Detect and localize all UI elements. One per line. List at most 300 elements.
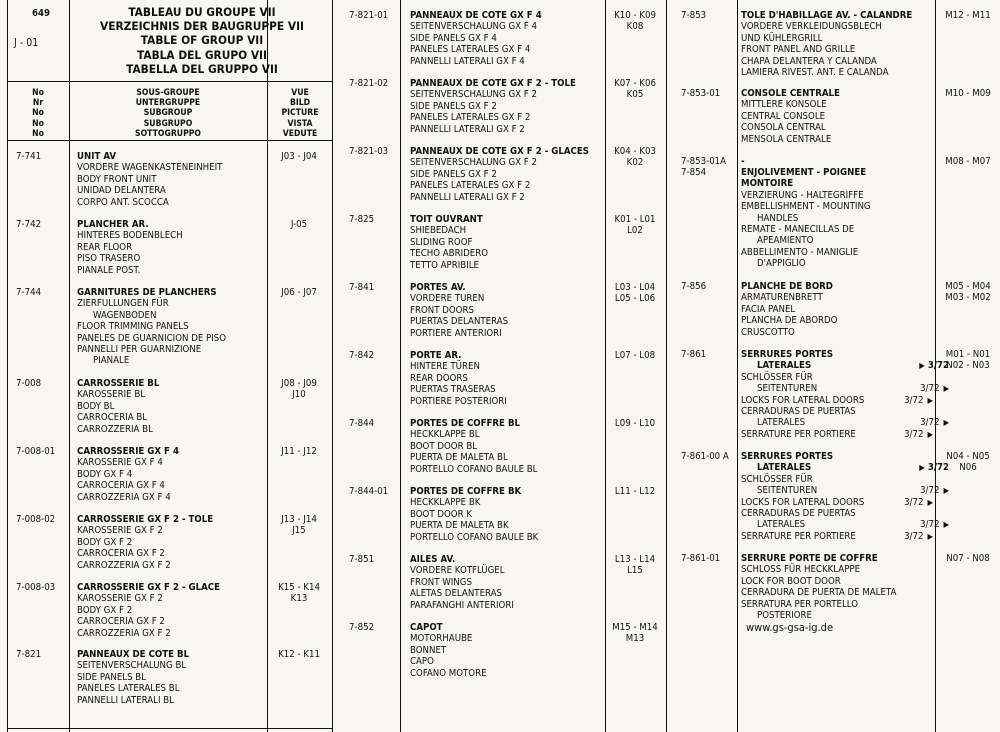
subgroup-description-line [741,44,912,55]
description-text: CERRADURA DE PUERTA DE MALETA [741,587,897,599]
description-text: SERRATURE PER PORTIERE [741,428,856,440]
description-text: ABBELLIMENTO - MANIGLIE [741,246,859,258]
divider-code-col2 [400,0,401,732]
subgroup-description-line [77,683,189,694]
subgroup-number: 7-844-01 [349,486,389,497]
divider-picture-col1 [267,0,268,732]
picture-reference[interactable] [268,378,330,401]
cross-reference: 3/72 [920,417,940,429]
subgroup-description-line [410,588,514,599]
subgroup-title: PANNEAUX DE COTE BL [77,649,190,660]
picture-code: K07 - K06 [614,78,656,89]
subgroup-description-line [741,122,840,133]
subgroup-entry[interactable] [410,418,538,475]
description-text: COFANO MOTORE [410,667,487,679]
picture-reference[interactable] [268,151,330,162]
subgroup-number: 7-741 [16,151,42,162]
subgroup-description-line [410,237,488,248]
picture-code: L02 [627,225,643,237]
cross-reference-arrow-icon: ▶ [919,463,925,473]
subgroup-entry[interactable] [741,167,871,270]
subgroup-entry[interactable] [741,451,947,542]
subgroup-description-line [410,532,538,543]
subgroup-description-line [741,395,931,406]
description-text: PANELES LATERALES GX F 4 [410,44,531,56]
picture-code: J13 - J14 [281,514,317,525]
description-text: CORPO ANT. SCOCCA [77,196,169,208]
subgroup-entry[interactable] [77,582,220,639]
description-text: EMBELLISHMENT - MOUNTING [741,201,871,213]
subgroup-description-line [77,560,213,571]
picture-reference[interactable] [936,553,1000,564]
description-text: PORTIERE ANTERIORI [410,327,502,339]
picture-reference[interactable] [604,418,666,429]
subgroup-title: AILES AV. [410,554,456,565]
description-text: SCHLÖSSER FÜR [741,473,813,485]
cross-reference: 3/72 [927,360,949,372]
subgroup-description-line [410,169,589,180]
title-fr: TABLEAU DU GROUPE VII [128,5,276,19]
subgroup-entry[interactable] [410,486,538,543]
description-text: SEITENVERSCHALUNG GX F 2 [410,89,537,101]
subgroup-description-line [741,508,947,519]
column-header-picture: VUE BILD PICTURE VISTA VEDUTE [281,88,319,139]
subgroup-entry[interactable] [77,219,183,276]
cross-reference: 3/72 [904,530,924,542]
description-text: SEITENVERSCHALUNG GX F 2 [410,157,537,169]
subgroup-title: CONSOLE CENTRALE [741,88,840,99]
subgroup-entry[interactable] [410,214,488,271]
cross-reference: 3/72 [920,383,940,395]
subgroup-title-line2: LATERALES [757,360,812,372]
title-en: TABLE OF GROUP VII [140,33,264,48]
picture-reference[interactable] [604,146,666,169]
cross-reference-group [920,417,949,428]
subgroup-entry[interactable] [410,146,589,203]
subgroup-description-line [410,497,538,508]
subgroup-entry[interactable] [77,151,222,208]
picture-reference[interactable] [604,214,666,237]
subgroup-number: 7-821-02 [349,78,389,89]
picture-code: K05 [626,89,644,101]
description-text: CARROZZERIA BL [77,423,153,435]
subgroup-description-line [410,89,576,100]
description-text: CARROZZERIA GX F 4 [77,491,171,503]
cross-reference-group [904,531,933,542]
description-text: SIDE PANELS GX F 2 [410,168,497,180]
description-text: UNIDAD DELANTERA [77,185,166,197]
description-text: PANELES DE GUARNICION DE PISO [77,332,227,344]
subgroup-title: CARROSSERIE BL [77,378,160,389]
picture-code: L05 - L06 [614,293,656,305]
divider-column-2-3 [666,0,667,732]
subgroup-description-line [410,192,589,203]
subgroup-description-line [77,162,222,173]
page-number: 649 [32,8,51,19]
cross-reference-arrow-icon: ▶ [919,361,925,371]
subgroup-description-line [77,525,213,536]
cross-reference-arrow-icon: ▶ [943,384,949,394]
picture-code: K15 - K14 [278,582,320,593]
description-text: CERRADURAS DE PUERTAS [741,508,856,520]
description-text: PANELES LATERALES GX F 2 [410,180,531,192]
subgroup-title: SERRURE PORTE DE COFFRE [741,553,878,564]
subgroup-description-line [741,56,912,67]
description-text: PISO TRASERO [77,253,141,265]
description-text: D'APPIGLIO [757,258,806,270]
description-text: PORTELLO COFANO BAULE BL [410,463,538,475]
description-text: REMATE - MANECILLAS DE [741,224,855,236]
subgroup-description-line [410,464,538,475]
plate-reference: J - 01 [14,37,39,49]
subgroup-description-line [410,112,576,123]
description-text: SLIDING ROOF [410,236,473,248]
description-text: FRONT WINGS [410,576,472,588]
subgroup-description-line [741,531,931,542]
subgroup-title: CARROSSERIE GX F 4 [77,446,179,457]
subgroup-description-line [410,452,538,463]
subgroup-description-line [741,247,871,258]
description-text: CERRADURAS DE PUERTAS [741,406,856,418]
subgroup-description-line [77,695,189,706]
subgroup-entry[interactable] [410,282,508,339]
description-text: CAPO [410,656,434,668]
picture-reference[interactable] [268,287,330,298]
picture-code: J03 - J04 [281,151,317,162]
subgroup-entry[interactable] [410,622,487,679]
subgroup-entry[interactable] [410,554,514,611]
subgroup-number: 7-852 [349,622,375,633]
picture-reference[interactable] [604,486,666,497]
description-text: SEITENVERSCHALUNG BL [77,660,187,672]
subgroup-number: 7-008-03 [16,582,56,593]
subgroup-description-line [741,213,871,224]
subgroup-description-line [410,328,508,339]
subgroup-description-line [77,401,159,412]
picture-code: L13 - L14 [614,554,656,565]
picture-code: N07 - N08 [946,553,990,564]
description-text: MOTORHAUBE [410,633,473,645]
divider-column-1-2 [332,0,333,732]
description-text: PUERTA DE MALETA BK [410,520,509,532]
description-text: PANNELLI LATERALI GX F 2 [410,191,525,203]
description-text: PANELES LATERALES GX F 2 [410,112,531,124]
picture-reference[interactable] [268,514,330,537]
description-text: BODY FRONT UNIT [77,173,157,185]
picture-reference[interactable] [268,582,330,605]
description-text: BODY BL [77,400,115,412]
description-text: LATERALES [757,519,806,531]
subgroup-description-line [741,111,840,122]
description-text: PUERTAS TRASERAS [410,384,496,396]
picture-reference[interactable] [268,219,330,230]
description-text: MENSOLA CENTRALE [741,133,832,145]
description-text: CONSOLA CENTRAL [741,122,826,134]
subgroup-description-line [77,672,189,683]
subgroup-description-line [77,333,226,344]
subgroup-description-line [410,225,488,236]
picture-reference[interactable] [604,282,666,305]
subgroup-number: 7-854 [681,167,707,178]
cross-reference-group [904,395,933,406]
column-header-subgroup: SOUS-GROUPE UNTERGRUPPE SUBGROUP SUBGRUPO SOTTOGRUPPO [135,88,201,139]
description-text: POSTERIORE [757,610,812,622]
description-text: KAROSSERIE GX F 2 [77,525,163,537]
description-text: BOOT DOOR BL [410,440,478,452]
subgroup-description-line [77,298,226,309]
subgroup-description-line [77,389,159,400]
subgroup-title: PORTES AV. [410,282,466,293]
subgroup-entry[interactable] [741,88,840,145]
description-text: PANNELLI LATERALI GX F 4 [410,55,525,67]
description-text: LATERALES [757,417,806,429]
picture-code: L11 - L12 [614,486,656,497]
bottom-rule [7,728,332,729]
subgroup-description-line [77,548,213,559]
description-text: LOCKS FOR LATERAL DOORS [741,394,865,406]
description-text: HECKKLAPPE BK [410,497,481,509]
subgroup-entry[interactable] [77,514,213,571]
description-text: SEITENTUREN [757,485,818,497]
subgroup-description-line [410,565,514,576]
picture-code: M13 [625,633,645,645]
picture-code: M01 - N01 [945,349,991,360]
subgroup-entry[interactable] [77,649,189,706]
subgroup-description-line [410,441,538,452]
description-text: CRUSCOTTO [741,326,795,338]
description-text: FACIA PANEL [741,303,796,315]
subgroup-description-line [77,355,226,366]
subgroup-description-line [741,292,837,303]
description-text: HECKKLAPPE BL [410,429,480,441]
subgroup-description-line [410,633,487,644]
picture-reference[interactable] [936,10,1000,21]
description-text: HINTERE TÜREN [410,361,480,373]
subgroup-description-line [77,457,179,468]
description-text: FRONT PANEL AND GRILLE [741,44,856,56]
cross-reference: 3/72 [920,485,940,497]
picture-code: M05 - M04 [945,281,991,292]
description-text: SEITENTUREN [757,383,818,395]
description-text: LOCKS FOR LATERAL DOORS [741,496,865,508]
cross-reference: 3/72 [904,496,924,508]
description-text: PORTELLO COFANO BAULE BK [410,531,539,543]
subgroup-title: UNIT AV [77,151,117,162]
subgroup-description-line [410,44,542,55]
subgroup-description-line [741,474,947,485]
subgroup-description-line [410,656,487,667]
subgroup-title-continued [741,360,947,371]
cross-reference-arrow-icon: ▶ [943,520,949,530]
subgroup-description-line [741,497,931,508]
subgroup-entry[interactable] [741,10,912,78]
subgroup-description-line [77,310,226,321]
subgroup-title: TOIT OUVRANT [410,214,483,225]
subgroup-number: 7-821-01 [349,10,389,21]
subgroup-title: PLANCHE DE BORD [741,281,833,292]
description-text: VORDERE KOTFLÜGEL [410,565,505,577]
subgroup-description-line [741,99,840,110]
cross-reference-group [904,497,933,508]
subgroup-description-line [77,253,183,264]
subgroup-description-line [77,424,159,435]
subgroup-description-line [410,56,542,67]
subgroup-title: PANNEAUX DE COTE GX F 2 - TOLE [410,78,576,89]
picture-reference[interactable] [936,349,1000,372]
subgroup-entry[interactable] [741,156,745,167]
picture-code: J10 [292,389,306,401]
subgroup-number: 7-821 [16,649,42,660]
description-text: BODY GX F 2 [77,536,133,548]
description-text: HANDLES [757,212,799,224]
divider-code-col3 [737,0,738,732]
description-text: PARAFANGHI ANTERIORI [410,599,514,611]
subgroup-description-line [410,33,542,44]
header-rule-top [7,81,332,82]
subgroup-description-line [77,321,226,332]
description-text: ARMATURENBRETT [741,292,823,304]
subgroup-description-line [410,316,508,327]
picture-reference[interactable] [604,78,666,101]
subgroup-number: 7-844 [349,418,375,429]
subgroup-description-line [410,157,589,168]
subgroup-entry[interactable] [741,281,837,338]
subgroup-entry[interactable] [741,553,896,621]
subgroup-number: 7-842 [349,350,375,361]
description-text: SIDE PANELS BL [77,671,147,683]
picture-reference[interactable] [604,554,666,577]
subgroup-description-line [741,587,896,598]
cross-reference-group [920,485,949,496]
cross-reference-group [904,429,933,440]
subgroup-title: CARROSSERIE GX F 2 - GLACE [77,582,221,593]
cross-reference-arrow-icon: ▶ [943,418,949,428]
description-text: WAGENBODEN [93,309,157,321]
subgroup-description-line [410,124,576,135]
subgroup-description-line [741,372,947,383]
description-text: PLANCHA DE ABORDO [741,315,838,327]
subgroup-title: PORTES DE COFFRE BL [410,418,521,429]
cross-reference-arrow-icon: ▶ [927,429,933,439]
subgroup-description-line [410,180,589,191]
subgroup-entry[interactable] [741,349,947,440]
picture-code: J11 - J12 [281,446,317,457]
description-text: HINTERES BODENBLECH [77,230,183,242]
description-text: CARROCERIA GX F 2 [77,616,165,628]
subgroup-title: TOLE D'HABILLAGE AV. - CALANDRE [741,10,913,21]
subgroup-number: 7-744 [16,287,42,298]
subgroup-title: SERRURES PORTES [741,451,834,462]
subgroup-description-line [410,520,538,531]
website-url[interactable]: www.gs-gsa-ig.de [746,621,834,634]
picture-code: M08 - M07 [945,156,991,167]
description-text: ZIERFULLUNGEN FÜR [77,298,169,310]
description-text: SCHLOSS FÜR HECKKLAPPE [741,564,861,576]
cross-reference-arrow-icon: ▶ [927,531,933,541]
subgroup-entry[interactable] [410,10,542,67]
subgroup-description-line [741,235,871,246]
subgroup-title-line2: MONTOIRE [741,178,794,190]
subgroup-description-line [410,384,507,395]
subgroup-description-line [741,134,840,145]
subgroup-number: 7-008 [16,378,42,389]
subgroup-entry[interactable] [410,78,576,135]
subgroup-number: 7-856 [681,281,707,292]
picture-reference[interactable] [604,622,666,645]
subgroup-entry[interactable] [410,350,507,407]
subgroup-description-line [410,373,507,384]
picture-code: M10 - M09 [945,88,991,99]
subgroup-description-line [741,417,947,428]
picture-code: J-05 [290,219,308,230]
description-text: SERRATURE PER PORTIERE [741,530,856,542]
description-text: TETTO APRIBILE [410,259,479,271]
picture-reference[interactable] [936,88,1000,99]
subgroup-entry[interactable] [77,446,179,503]
picture-code: K13 [290,593,308,605]
cross-reference-arrow-icon: ▶ [927,395,933,405]
picture-reference[interactable] [604,350,666,361]
picture-code: K10 - K09 [614,10,656,21]
group-title [72,5,332,76]
description-text: BOOT DOOR K [410,508,472,520]
description-text: PIANALE [93,355,130,367]
subgroup-description-line [741,201,871,212]
picture-reference[interactable] [936,281,1000,304]
subgroup-description-line [410,293,508,304]
subgroup-entry[interactable] [77,287,226,367]
description-text: FLOOR TRIMMING PANELS [77,321,189,333]
subgroup-number: 7-861 [681,349,707,360]
subgroup-description-line [741,315,837,326]
description-text: SEITENVERSCHALUNG GX F 4 [410,21,537,33]
subgroup-description-line [410,668,487,679]
picture-reference[interactable] [604,10,666,33]
subgroup-description-line [741,67,912,78]
subgroup-title-continued [741,178,871,189]
picture-reference[interactable] [268,446,330,457]
subgroup-title: PORTE AR. [410,350,462,361]
description-text: SHIEBEDACH [410,225,467,237]
picture-code: L03 - L04 [614,282,656,293]
description-text: SERRATURA PER PORTELLO [741,598,859,610]
picture-reference[interactable] [268,649,330,660]
description-text: VORDERE VERKLEIDUNGSBLECH [741,21,882,33]
picture-reference[interactable] [936,156,1000,167]
cross-reference: 3/72 [904,394,924,406]
cross-reference: 3/72 [920,519,940,531]
picture-reference[interactable] [936,451,1000,474]
subgroup-title: PLANCHER AR. [77,219,149,230]
description-text: BODY GX F 4 [77,468,133,480]
subgroup-description-line [77,605,220,616]
subgroup-entry[interactable] [77,378,159,435]
subgroup-title: ENJOLIVEMENT - POIGNEE [741,167,867,178]
subgroup-number: 7-841 [349,282,375,293]
description-text: TECHO ABRIDERO [410,248,489,260]
subgroup-number: 7-821-03 [349,146,389,157]
subgroup-description-line [410,260,488,271]
subgroup-description-line [741,564,896,575]
subgroup-description-line [77,616,220,627]
description-text: VORDERE TUREN [410,293,485,305]
subgroup-description-line [741,224,871,235]
subgroup-description-line [77,537,213,548]
subgroup-number: 7-853 [681,10,707,21]
subgroup-description-line [410,396,507,407]
description-text: PUERTA DE MALETA BL [410,452,508,464]
subgroup-description-line [741,610,896,621]
